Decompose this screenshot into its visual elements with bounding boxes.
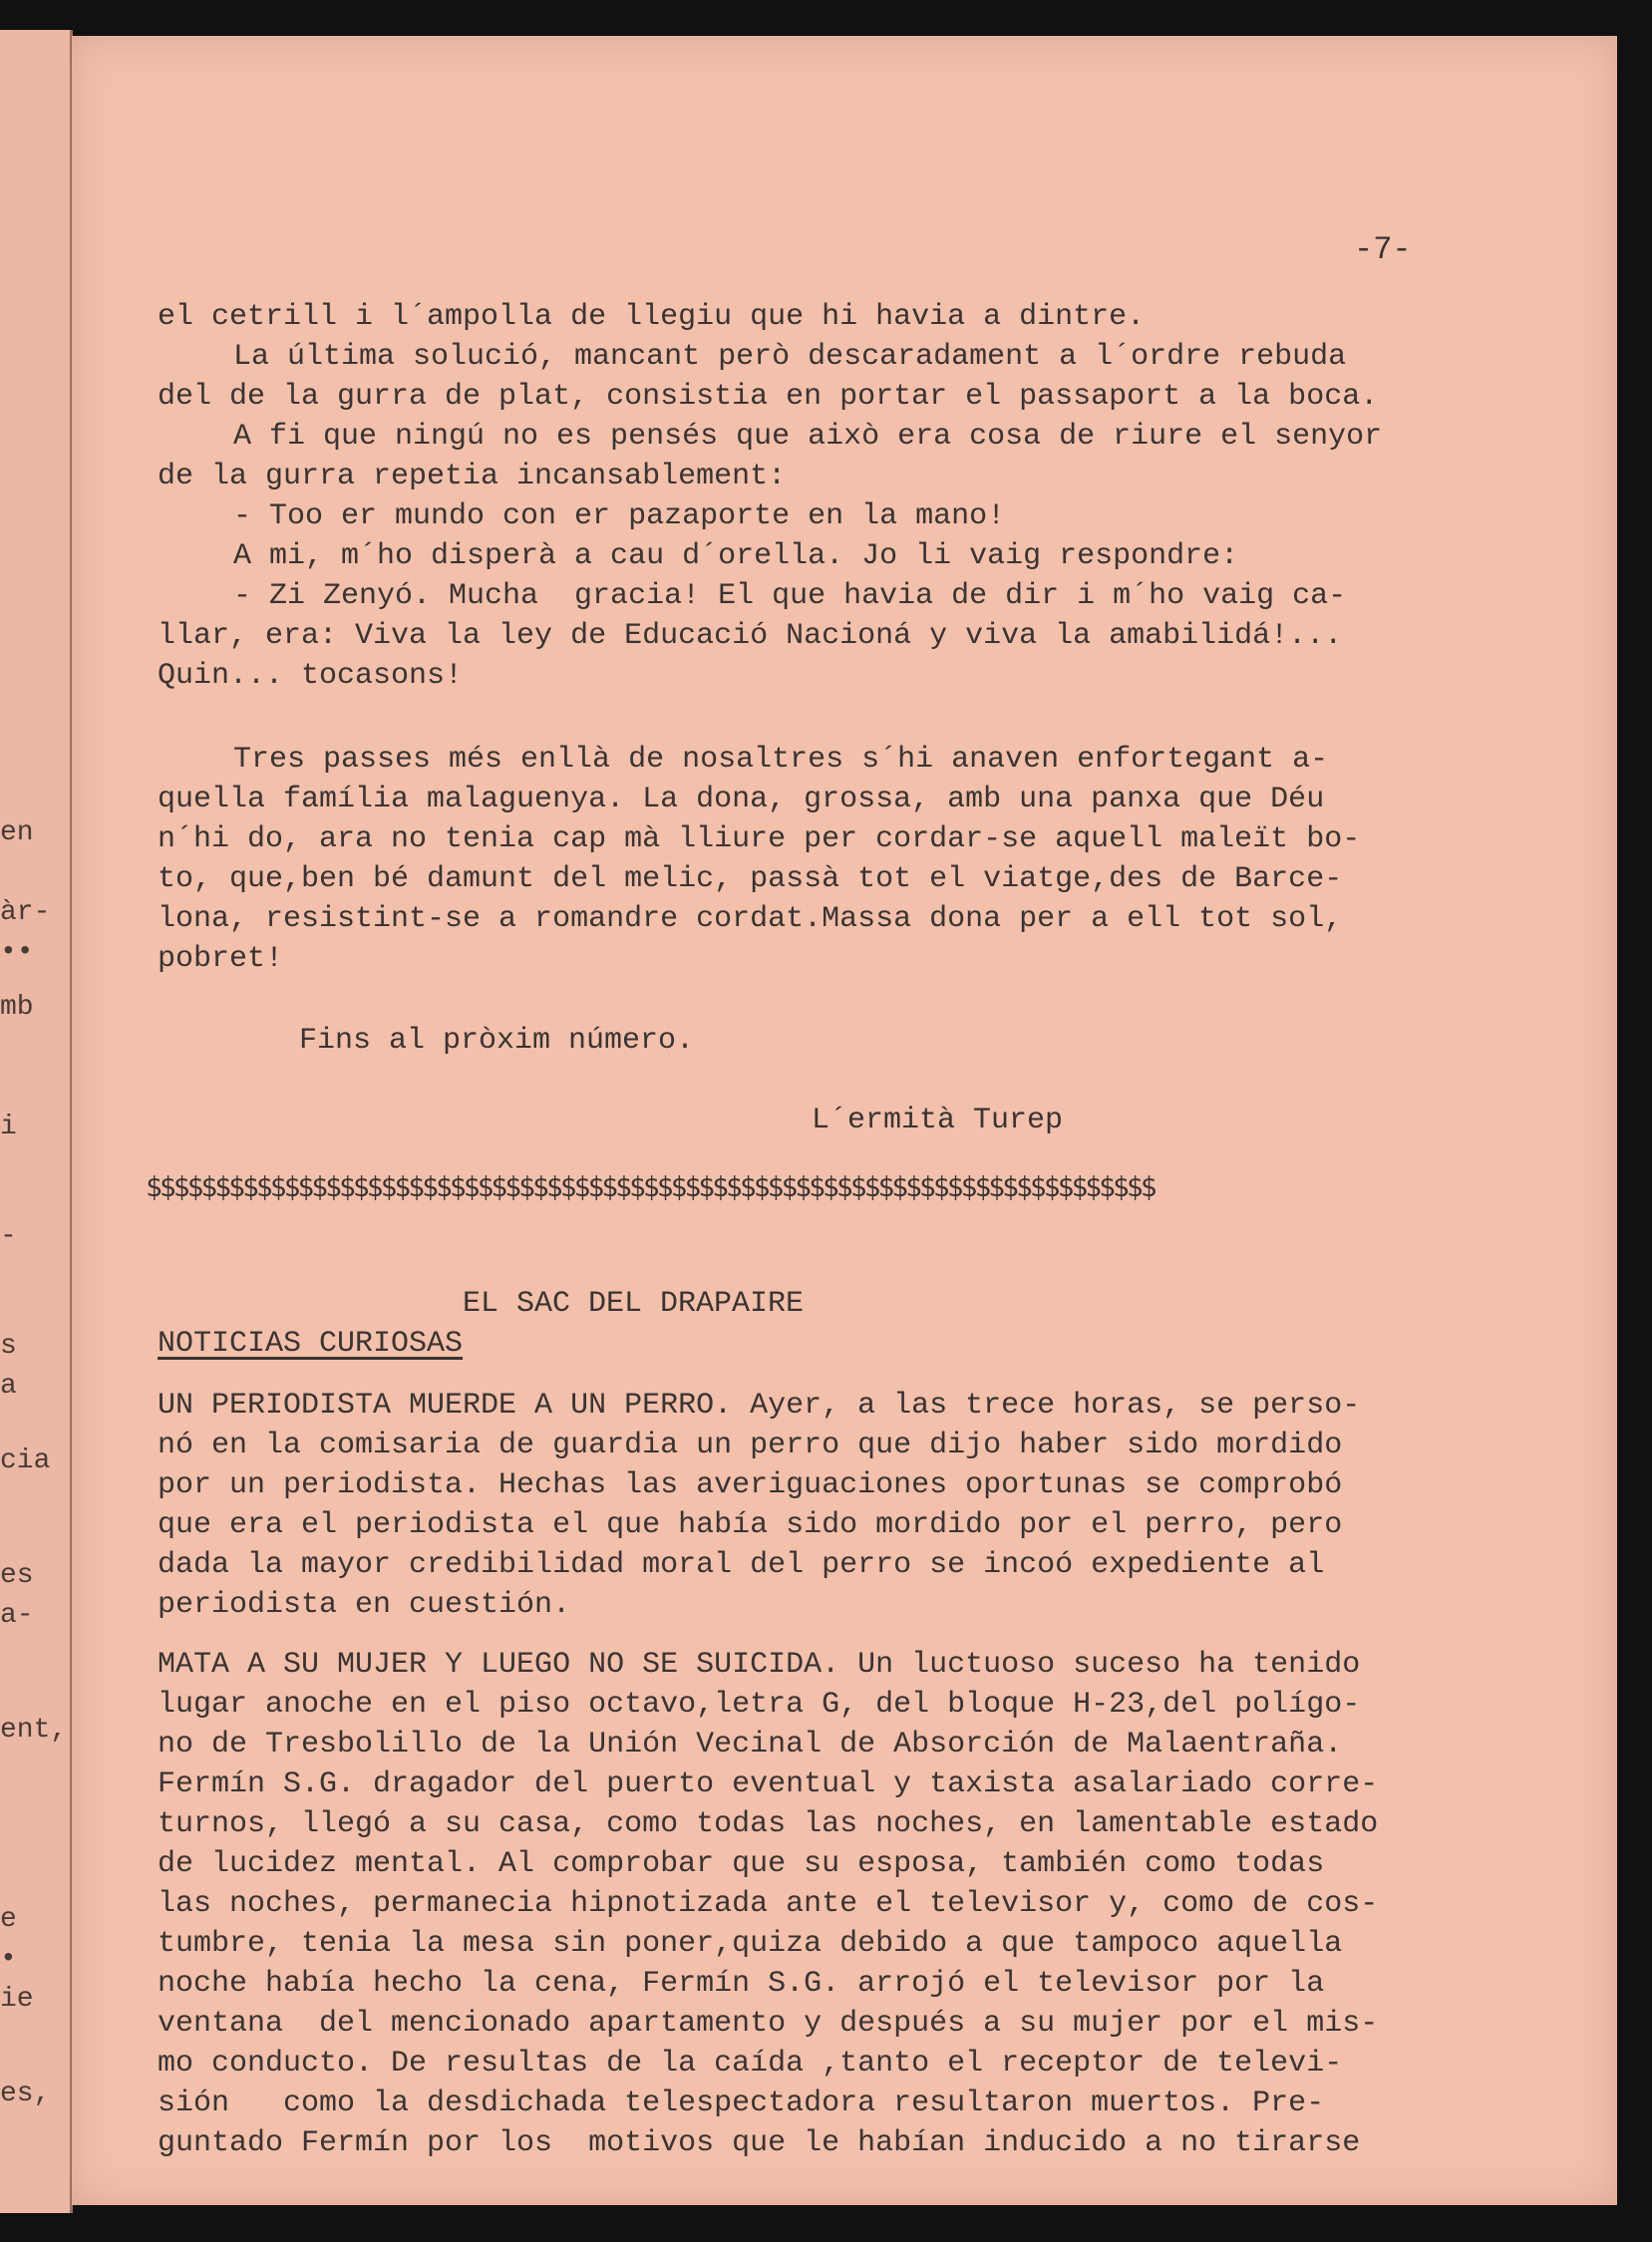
prev-page-fragment: es, xyxy=(0,2079,51,2109)
text-line: La última solució, mancant però descaradament a l´ordre rebuda xyxy=(233,340,1347,374)
text-line: el cetrill i l´ampolla de llegiu que hi havia a dintre. xyxy=(158,300,1146,334)
news-line: dada la mayor credibilidad moral del perro se incoó expediente al xyxy=(158,1548,1325,1582)
prev-page-fragment: e xyxy=(0,1904,17,1935)
signature: L´ermità Turep xyxy=(812,1104,1064,1137)
text-line: A mi, m´ho disperà a cau d´orella. Jo li vaig respondre: xyxy=(233,539,1239,573)
prev-page-fragment: - xyxy=(0,1221,17,1252)
prev-page-fragment: •• xyxy=(0,937,34,968)
text-line: - Zi Zenyó. Mucha gracia! El que havia de dir i m´ho vaig ca- xyxy=(233,579,1347,613)
prev-page-fragment: a xyxy=(0,1371,17,1402)
news-line: mo conducto. De resultas de la caída ,tanto el receptor de televi- xyxy=(158,2047,1343,2081)
text-line: A fi que ningú no es pensés que això era cosa de riure el senyor xyxy=(233,420,1383,454)
prev-page-fragment: i xyxy=(0,1112,17,1142)
prev-page-fragment: a- xyxy=(0,1600,34,1631)
news-line: de lucidez mental. Al comprobar que su esposa, también como todas xyxy=(158,1847,1325,1881)
prev-page-fragment: es xyxy=(0,1560,34,1591)
news-line: tumbre, tenia la mesa sin poner,quiza debido a que tampoco aquella xyxy=(158,1927,1343,1961)
news-line: Fermín S.G. dragador del puerto eventual y taxista asalariado corre- xyxy=(158,1767,1379,1801)
prev-page-fragment: cia xyxy=(0,1445,51,1476)
text-line: n´hi do, ara no tenia cap mà lliure per cordar-se aquell maleït bo- xyxy=(158,822,1361,856)
news-line: por un periodista. Hechas las averiguaciones oportunas se comprobó xyxy=(158,1468,1343,1502)
dollar-divider: $$$$$$$$$$$$$$$$$$$$$$$$$$$$$$$$$$$$$$$$$$$$$$$$$$$$$$$$$$$$$$$$$$$$$$$$$ xyxy=(146,1170,1155,1203)
closing-line: Fins al pròxim número. xyxy=(299,1024,695,1058)
text-line: Tres passes més enllà de nosaltres s´hi anaven enfortegant a- xyxy=(233,743,1329,777)
text-line: llar, era: Viva la ley de Educació Nacioná y viva la amabilidá!... xyxy=(158,619,1343,653)
text-line: del de la gurra de plat, consistia en portar el passaport a la boca. xyxy=(158,380,1379,414)
subsection-title: NOTICIAS CURIOSAS xyxy=(158,1327,464,1361)
page-number: -7- xyxy=(1354,231,1412,268)
text-line: lona, resistint-se a romandre cordat.Massa dona per a ell tot sol, xyxy=(158,902,1343,936)
news-line: ventana del mencionado apartamento y después a su mujer por el mis- xyxy=(158,2007,1379,2041)
news-line: las noches, permanecia hipnotizada ante el televisor y, como de cos- xyxy=(158,1887,1379,1921)
text-line: Quin... tocasons! xyxy=(158,659,464,693)
news-line: sión como la desdichada telespectadora resultaron muertos. Pre- xyxy=(158,2086,1325,2120)
prev-page-fragment: mb xyxy=(0,992,34,1023)
prev-page-fragment: en xyxy=(0,817,34,848)
text-line: de la gurra repetia incansablement: xyxy=(158,460,787,493)
news-line: periodista en cuestión. xyxy=(158,1588,571,1622)
document-page xyxy=(72,36,1617,2205)
prev-page-fragment: ent, xyxy=(0,1715,68,1746)
text-line: to, que,ben bé damunt del melic, passà tot el viatge,des de Barce- xyxy=(158,862,1343,896)
prev-page-fragment: ie xyxy=(0,1984,34,2015)
news-line: lugar anoche en el piso octavo,letra G, del bloque H-23,del polígo- xyxy=(158,1688,1361,1722)
news-line: guntado Fermín por los motivos que le habían inducido a no tirarse xyxy=(158,2126,1361,2160)
news-line: turnos, llegó a su casa, como todas las noches, en lamentable estado xyxy=(158,1807,1379,1841)
text-line: pobret! xyxy=(158,942,284,976)
news-line: MATA A SU MUJER Y LUEGO NO SE SUICIDA. Un luctuoso suceso ha tenido xyxy=(158,1648,1361,1682)
news-line: nó en la comisaria de guardia un perro que dijo haber sido mordido xyxy=(158,1429,1343,1462)
prev-page-fragment: s xyxy=(0,1331,17,1362)
text-line: - Too er mundo con er pazaporte en la mano! xyxy=(233,499,1006,533)
news-line: que era el periodista el que había sido mordido por el perro, pero xyxy=(158,1508,1343,1542)
news-line: UN PERIODISTA MUERDE A UN PERRO. Ayer, a las trece horas, se perso- xyxy=(158,1389,1361,1423)
news-line: no de Tresbolillo de la Unión Vecinal de Absorción de Malaentraña. xyxy=(158,1728,1343,1762)
text-line: quella família malaguenya. La dona, grossa, amb una panxa que Déu xyxy=(158,783,1325,816)
prev-page-fragment: àr- xyxy=(0,897,51,928)
news-line: noche había hecho la cena, Fermín S.G. arrojó el televisor por la xyxy=(158,1967,1325,2001)
prev-page-fragment: • xyxy=(0,1944,17,1975)
section-title: EL SAC DEL DRAPAIRE xyxy=(463,1287,805,1321)
previous-page-edge xyxy=(0,30,73,2213)
